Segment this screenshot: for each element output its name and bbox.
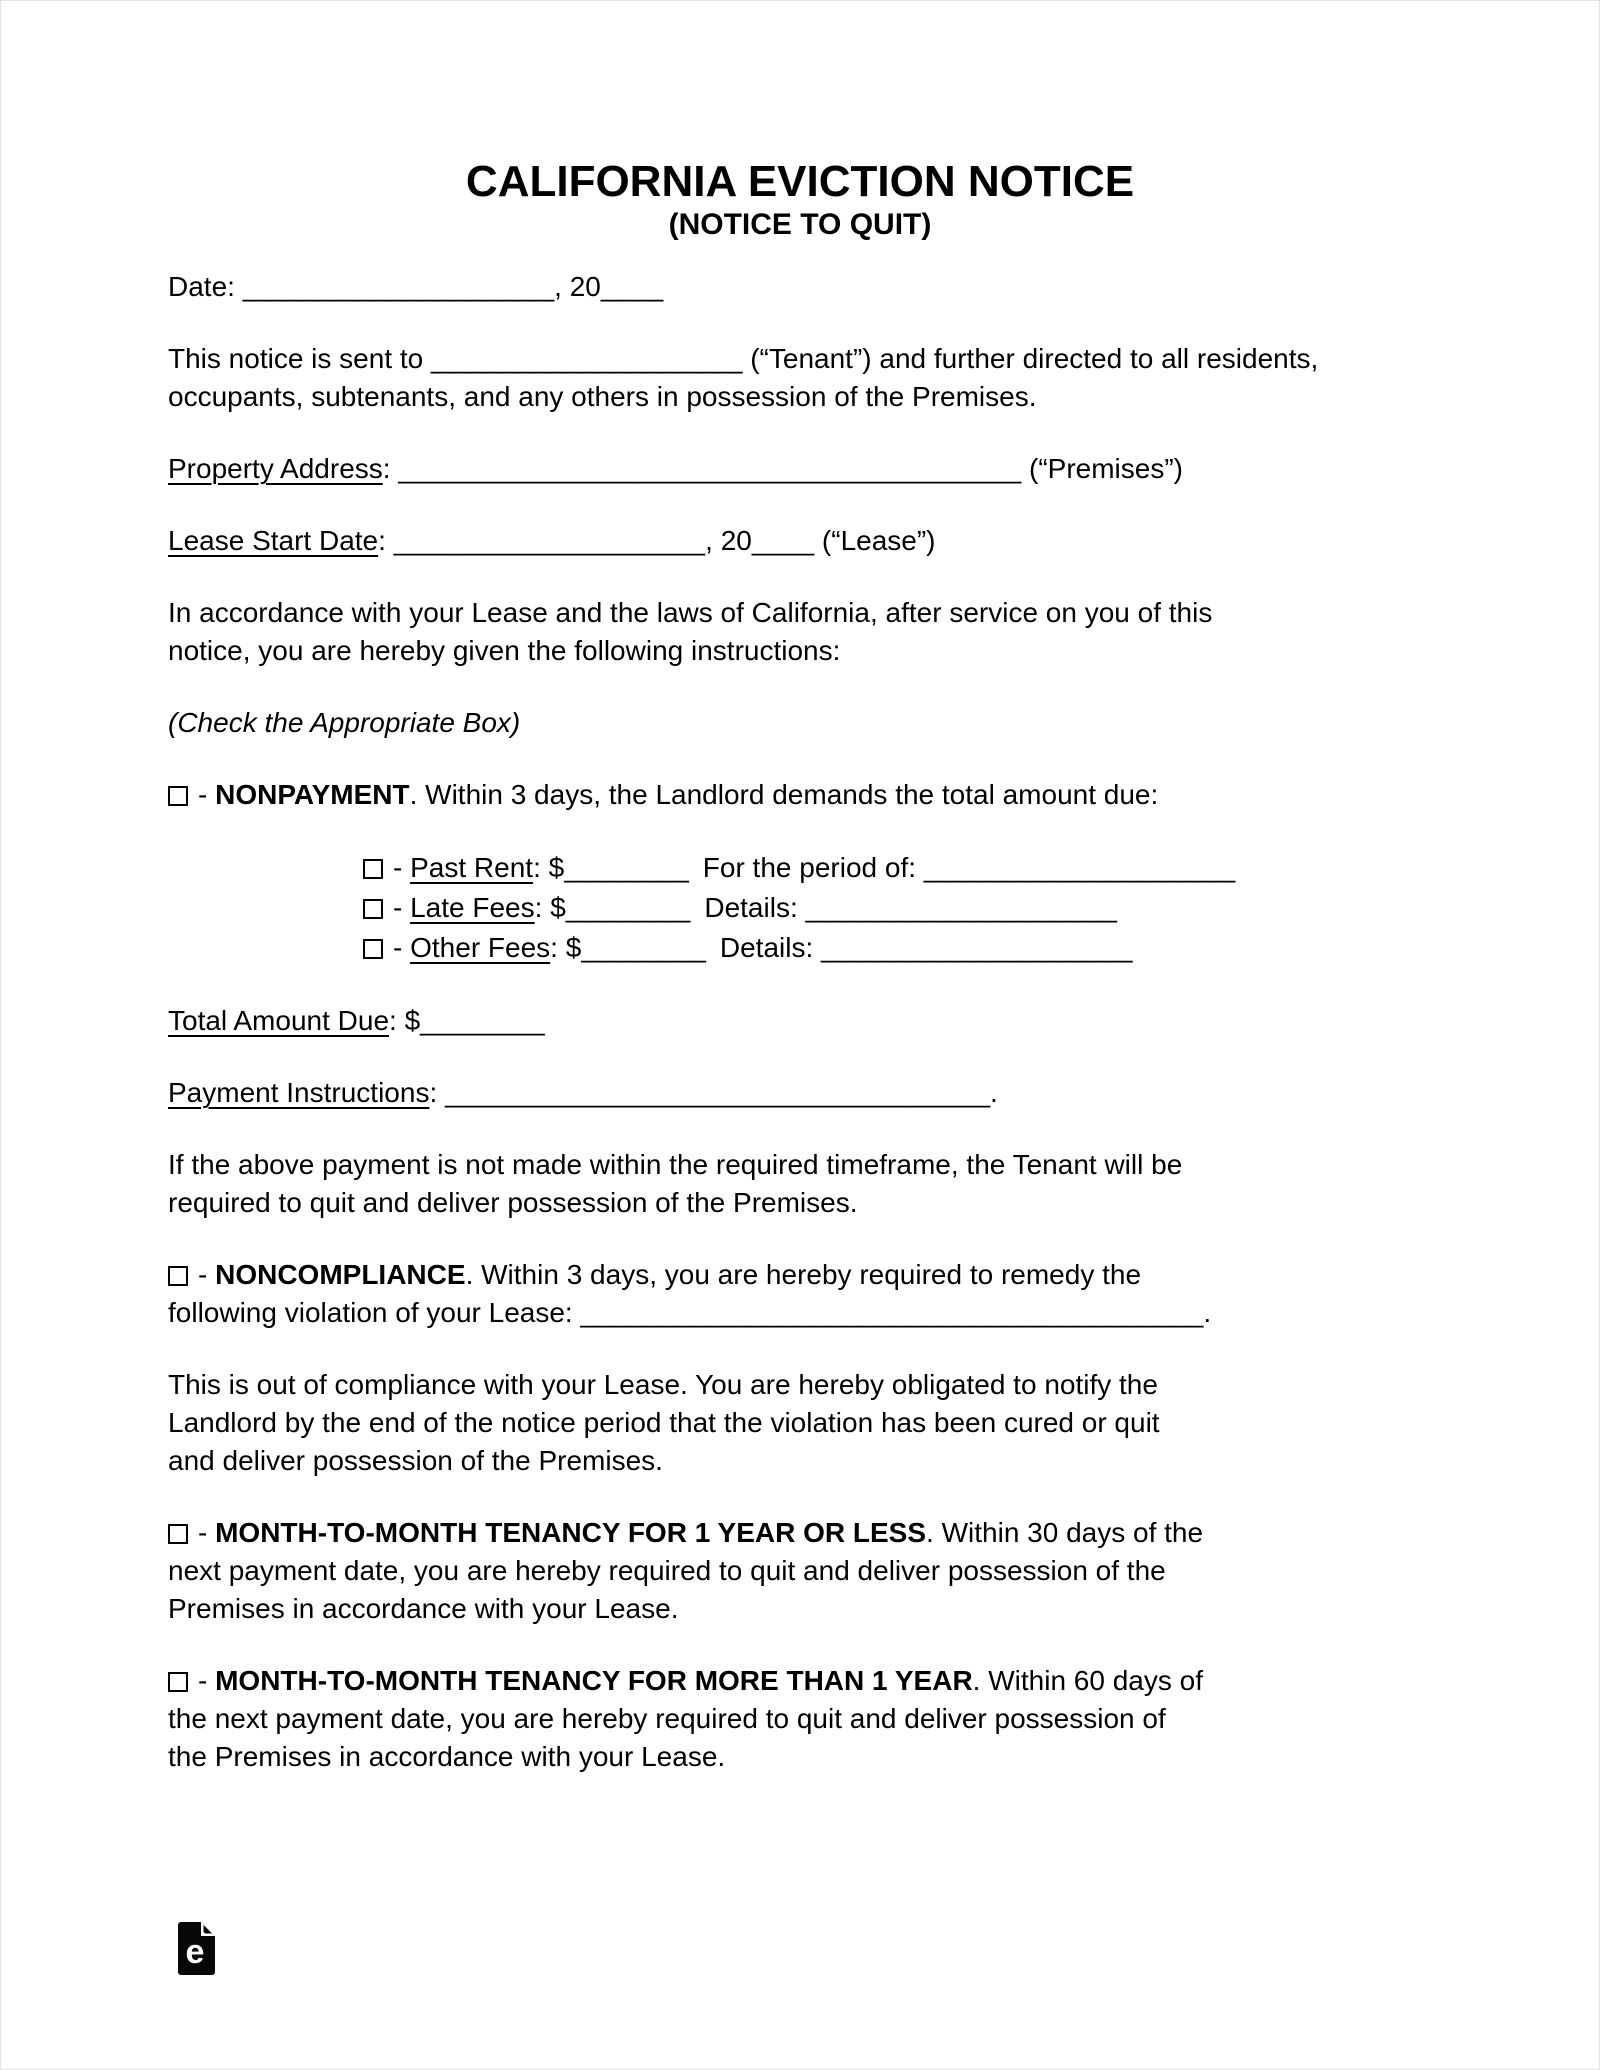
late-fees-checkbox[interactable] bbox=[363, 899, 383, 919]
total-amount-line bbox=[168, 1002, 1432, 1040]
nonpayment-checkbox[interactable] bbox=[168, 786, 188, 806]
intro-line-2: occupants, subtenants, and any others in possession of the Premises. bbox=[168, 381, 1037, 412]
month-to-month-30-line-3: Premises in accordance with your Lease. bbox=[168, 1593, 679, 1624]
eforms-logo bbox=[178, 1922, 215, 1975]
property-address-label: Property Address bbox=[168, 453, 383, 484]
nonpayment-footer-line-1: If the above payment is not made within the required timeframe, the Tenant will be bbox=[168, 1149, 1183, 1180]
property-address-sep: : bbox=[382, 453, 399, 484]
month-to-month-60-title: MONTH-TO-MONTH TENANCY FOR MORE THAN 1 YEAR bbox=[215, 1665, 973, 1696]
property-address-suffix: (“Premises”) bbox=[1021, 453, 1183, 484]
late-fees-amount-blank[interactable]: ________ bbox=[565, 892, 691, 923]
month-to-month-60-dash: - bbox=[198, 1665, 216, 1696]
payment-instructions-blank[interactable]: ___________________________________ bbox=[445, 1077, 991, 1108]
date-line bbox=[168, 268, 1432, 306]
month-to-month-60-checkbox[interactable] bbox=[168, 1672, 188, 1692]
past-rent-detail-label: For the period of: bbox=[702, 852, 924, 883]
nonpayment-footer-line-2: required to quit and deliver possession of the Premises. bbox=[168, 1187, 858, 1218]
noncompliance-footer-line-1: This is out of compliance with your Lease. You are hereby obligated to notify the bbox=[168, 1369, 1158, 1400]
fee-rows bbox=[363, 848, 1432, 968]
page-subtitle: (NOTICE TO QUIT) bbox=[668, 208, 932, 241]
noncompliance-line-1: . Within 3 days, you are hereby required to remedy the bbox=[465, 1259, 1142, 1290]
month-to-month-30-title: MONTH-TO-MONTH TENANCY FOR 1 YEAR OR LESS bbox=[215, 1517, 927, 1548]
lease-start-blank[interactable]: ____________________ bbox=[393, 525, 706, 556]
total-amount-blank[interactable]: ________ bbox=[420, 1005, 545, 1036]
payment-instructions-period: . bbox=[990, 1077, 998, 1108]
noncompliance-dash: - bbox=[198, 1259, 216, 1290]
month-to-month-60-line-2: the next payment date, you are hereby required to quit and deliver possession of bbox=[168, 1703, 1166, 1734]
lease-start-suffix: (“Lease”) bbox=[814, 525, 936, 556]
other-fees-detail-blank[interactable]: ____________________ bbox=[821, 932, 1133, 963]
payment-instructions-label: Payment Instructions bbox=[168, 1077, 430, 1108]
fee-row-late-fees bbox=[363, 888, 1432, 928]
past-rent-checkbox[interactable] bbox=[363, 859, 383, 879]
payment-instructions-sep: : bbox=[429, 1077, 446, 1108]
other-fees-label: Other Fees bbox=[410, 932, 551, 963]
property-address-blank[interactable]: ________________________________________ bbox=[398, 453, 1022, 484]
past-rent-dash: - bbox=[393, 852, 411, 883]
lease-start-mid-text: , 20 bbox=[705, 525, 752, 556]
noncompliance-footer-paragraph bbox=[168, 1366, 1432, 1480]
late-fees-detail-blank[interactable]: ____________________ bbox=[805, 892, 1117, 923]
past-rent-label: Past Rent bbox=[410, 852, 534, 883]
month-to-month-30-checkbox[interactable] bbox=[168, 1524, 188, 1544]
other-fees-amount-label: : $ bbox=[550, 932, 582, 963]
month-to-month-30-line-1: . Within 30 days of the bbox=[926, 1517, 1204, 1548]
nonpayment-title: NONPAYMENT bbox=[215, 779, 410, 810]
nonpayment-text: . Within 3 days, the Landlord demands the total amount due: bbox=[409, 779, 1159, 810]
past-rent-amount-label: : $ bbox=[533, 852, 565, 883]
late-fees-detail-label: Details: bbox=[704, 892, 806, 923]
other-fees-dash: - bbox=[393, 932, 411, 963]
month-to-month-30-section bbox=[168, 1514, 1432, 1628]
lease-year-blank[interactable]: ____ bbox=[751, 525, 815, 556]
check-box-note: (Check the Appropriate Box) bbox=[168, 707, 521, 738]
past-rent-amount-blank[interactable]: ________ bbox=[564, 852, 689, 883]
page-title: CALIFORNIA EVICTION NOTICE bbox=[465, 157, 1135, 206]
eforms-document-icon bbox=[178, 1922, 215, 1975]
month-to-month-30-line-2: next payment date, you are hereby required to quit and deliver possession of the bbox=[168, 1555, 1166, 1586]
total-amount-prefix: : $ bbox=[389, 1005, 421, 1036]
lease-start-line bbox=[168, 522, 1432, 560]
month-to-month-60-line-3: the Premises in accordance with your Lease. bbox=[168, 1741, 726, 1772]
noncompliance-footer-line-2: Landlord by the end of the notice period that the violation has been cured or quit bbox=[168, 1407, 1160, 1438]
other-fees-amount-blank[interactable]: ________ bbox=[581, 932, 706, 963]
month-to-month-30-dash: - bbox=[198, 1517, 216, 1548]
noncompliance-title: NONCOMPLIANCE bbox=[215, 1259, 466, 1290]
date-blank[interactable]: ____________________ bbox=[242, 271, 555, 302]
nonpayment-dash: - bbox=[198, 779, 216, 810]
noncompliance-line-2: following violation of your Lease: ________________________________________. bbox=[168, 1297, 1212, 1328]
noncompliance-checkbox[interactable] bbox=[168, 1266, 188, 1286]
nonpayment-section bbox=[168, 776, 1432, 814]
date-label: Date: bbox=[168, 271, 243, 302]
fee-row-other-fees bbox=[363, 928, 1432, 968]
eforms-logo-letter: e bbox=[185, 1933, 205, 1971]
noncompliance-section bbox=[168, 1256, 1432, 1332]
late-fees-amount-label: : $ bbox=[534, 892, 566, 923]
month-to-month-60-section bbox=[168, 1662, 1432, 1776]
intro-line-1: This notice is sent to ____________________ (“Tenant”) and further directed to all residents, bbox=[168, 343, 1319, 374]
late-fees-dash: - bbox=[393, 892, 411, 923]
payment-instructions-line bbox=[168, 1074, 1432, 1112]
property-address-line bbox=[168, 450, 1432, 488]
other-fees-checkbox[interactable] bbox=[363, 939, 383, 959]
total-amount-label: Total Amount Due bbox=[168, 1005, 390, 1036]
past-rent-detail-blank[interactable]: ____________________ bbox=[923, 852, 1236, 883]
date-year-blank[interactable]: ____ bbox=[600, 271, 664, 302]
date-mid-text: , 20 bbox=[554, 271, 601, 302]
nonpayment-footer-paragraph bbox=[168, 1146, 1432, 1222]
accordance-line-2: notice, you are hereby given the following instructions: bbox=[168, 635, 841, 666]
late-fees-label: Late Fees bbox=[410, 892, 535, 923]
lease-start-sep: : bbox=[378, 525, 394, 556]
fee-row-past-rent bbox=[363, 848, 1432, 888]
accordance-paragraph bbox=[168, 594, 1432, 670]
other-fees-detail-label: Details: bbox=[719, 932, 822, 963]
lease-start-label: Lease Start Date bbox=[168, 525, 379, 556]
intro-paragraph bbox=[168, 340, 1432, 416]
accordance-line-1: In accordance with your Lease and the laws of California, after service on you of this bbox=[168, 597, 1213, 628]
noncompliance-footer-line-3: and deliver possession of the Premises. bbox=[168, 1445, 663, 1476]
document-body bbox=[1, 1, 1599, 1776]
month-to-month-60-line-1: . Within 60 days of bbox=[972, 1665, 1204, 1696]
